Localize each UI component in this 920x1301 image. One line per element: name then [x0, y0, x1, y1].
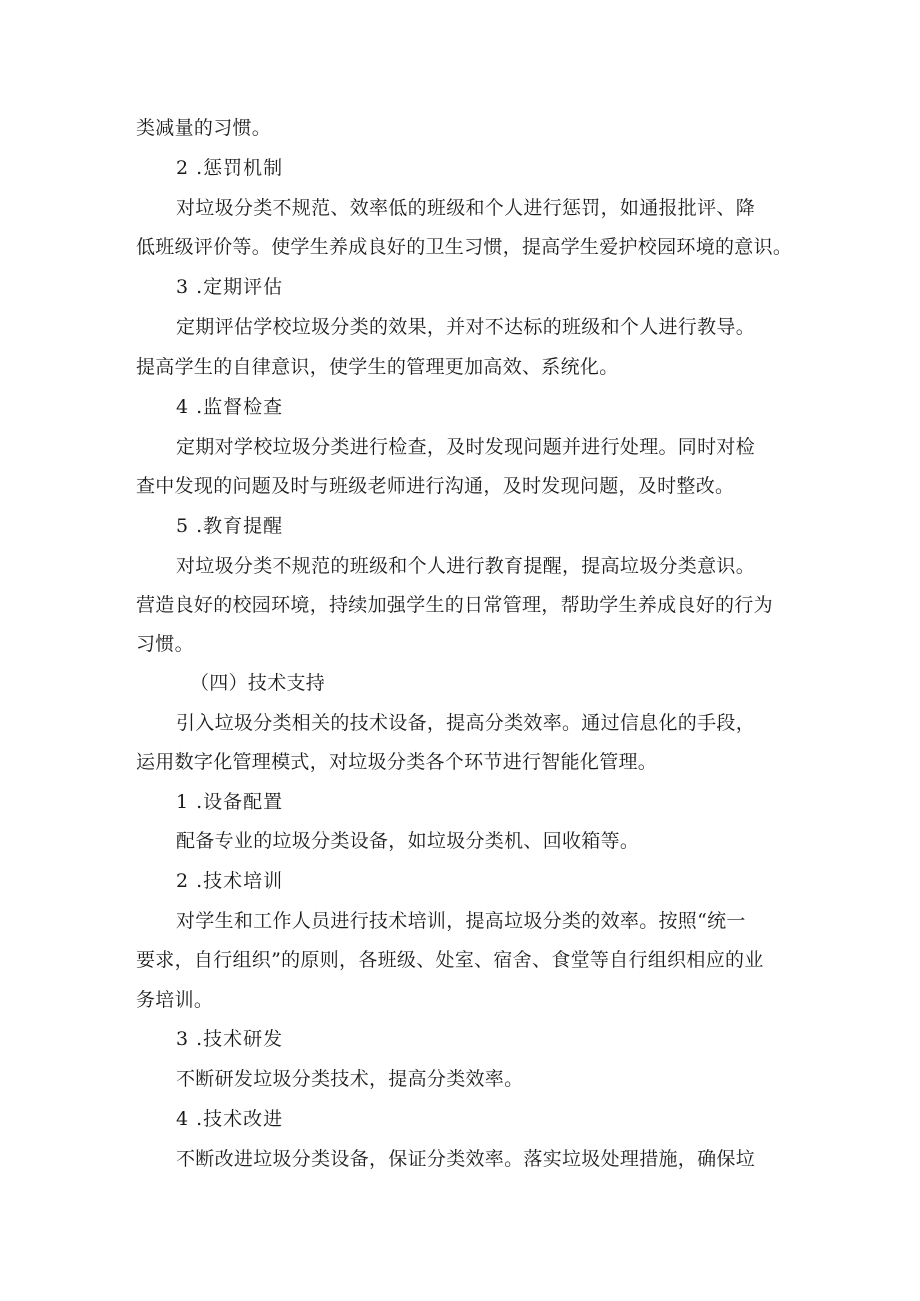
section-heading: 3 .定期评估 — [176, 276, 284, 298]
paragraph-line: 对学生和工作人员进行技术培训，提高垃圾分类的效率。按照“统一 — [176, 910, 746, 932]
paragraph-line: 定期评估学校垃圾分类的效果，并对不达标的班级和个人进行教导。 — [176, 316, 756, 338]
paragraph-line: 营造良好的校园环境，持续加强学生的日常管理，帮助学生养成良好的行为 — [136, 594, 773, 616]
section-heading: 1 .设备配置 — [176, 791, 284, 813]
paragraph-line: 定期对学校垃圾分类进行检查，及时发现问题并进行处理。同时对检 — [176, 436, 756, 458]
paragraph-line: 对垃圾分类不规范的班级和个人进行教育提醒，提高垃圾分类意识。 — [176, 555, 756, 577]
paragraph-line: 对垃圾分类不规范、效率低的班级和个人进行惩罚，如通报批评、降 — [176, 197, 756, 219]
paragraph-line: 类减量的习惯。 — [136, 117, 272, 139]
paragraph-line: 配备专业的垃圾分类设备，如垃圾分类机、回收箱等。 — [176, 830, 640, 852]
section-heading: 4 .监督检查 — [176, 396, 284, 418]
section-heading: 2 .惩罚机制 — [176, 157, 284, 179]
section-heading: 3 .技术研发 — [176, 1028, 284, 1050]
paragraph-line: 提高学生的自律意识，使学生的管理更加高效、系统化。 — [136, 356, 619, 378]
paragraph-line: 运用数字化管理模式，对垃圾分类各个环节进行智能化管理。 — [136, 751, 658, 773]
paragraph-line: 不断改进垃圾分类设备，保证分类效率。落实垃圾处理措施，确保垃 — [176, 1148, 756, 1170]
chapter-heading: （四）技术支持 — [190, 672, 326, 694]
paragraph-line: 务培训。 — [136, 989, 214, 1011]
paragraph-line: 习惯。 — [136, 633, 194, 655]
paragraph-line: 查中发现的问题及时与班级老师进行沟通，及时发现问题，及时整改。 — [136, 475, 735, 497]
paragraph-line: 引入垃圾分类相关的技术设备，提高分类效率。通过信息化的手段， — [176, 712, 756, 734]
paragraph-line: 要求，自行组织”的原则，各班级、处室、宿舍、食堂等自行组织相应的业 — [136, 949, 764, 971]
section-heading: 4 .技术改进 — [176, 1108, 284, 1130]
section-heading: 5 .教育提醒 — [176, 515, 284, 537]
section-heading: 2 .技术培训 — [176, 870, 284, 892]
paragraph-line: 低班级评价等。使学生养成良好的卫生习惯，提高学生爱护校园环境的意识。 — [136, 236, 793, 258]
paragraph-line: 不断研发垃圾分类技术，提高分类效率。 — [176, 1068, 524, 1090]
